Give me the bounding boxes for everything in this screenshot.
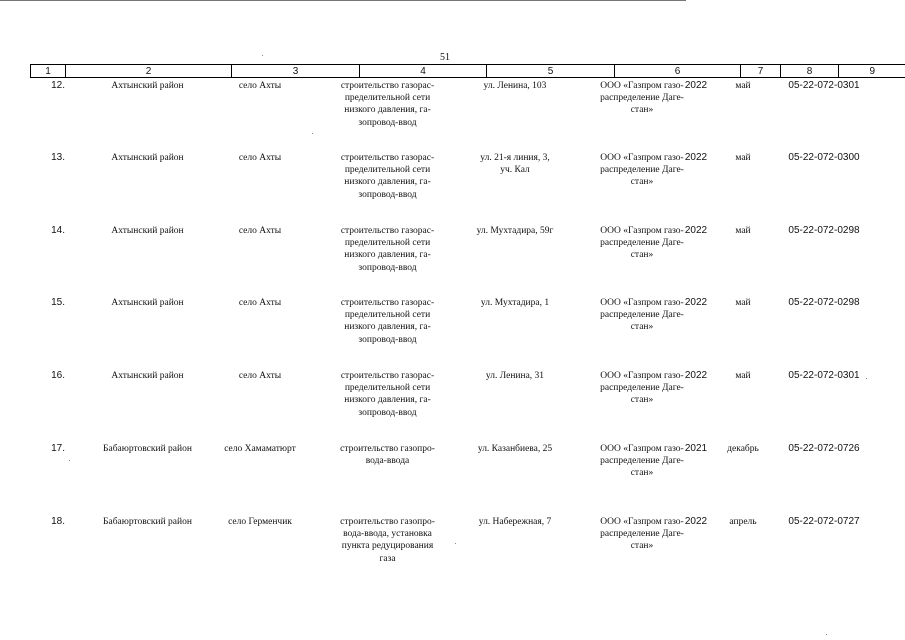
year: 2022	[684, 80, 708, 91]
work-description: строительство газопро- вода-ввода	[340, 444, 435, 467]
column-header-3: 3	[232, 65, 360, 78]
month: май	[735, 226, 751, 236]
scan-speck	[312, 133, 313, 134]
scan-speck	[69, 460, 70, 461]
row-number: 13.	[51, 152, 65, 163]
settlement: село Ахты	[238, 153, 282, 163]
work-description: строительство газорас- пределительной сети низкого давления, га- зопровод-ввод	[340, 226, 435, 273]
year: 2022	[684, 152, 708, 163]
registry-code: 05-22-072-0301	[788, 370, 860, 381]
row-number: 16.	[51, 370, 65, 381]
organization: ООО «Газпром газо- распределение Даге- стан»	[600, 517, 684, 552]
month: май	[735, 81, 751, 91]
column-header-2: 2	[66, 65, 232, 78]
column-number-header	[30, 64, 905, 78]
district: Ахтынский район	[111, 298, 184, 308]
page-number: 51	[440, 52, 450, 63]
district: Ахтынский район	[111, 153, 184, 163]
registry-code: 05-22-072-0298	[788, 225, 860, 236]
top-border-line	[0, 0, 686, 1]
district: Бабаюртовский район	[103, 517, 192, 527]
month: апрель	[729, 517, 757, 527]
column-header-7: 7	[741, 65, 781, 78]
column-header-1: 1	[31, 65, 66, 78]
registry-code: 05-22-072-0301	[788, 80, 860, 91]
year: 2022	[684, 370, 708, 381]
registry-code: 05-22-072-0726	[788, 443, 860, 454]
settlement: село Ахты	[238, 298, 282, 308]
row-number: 14.	[51, 225, 65, 236]
column-header-9: 9	[839, 65, 905, 78]
settlement: село Ахты	[238, 81, 282, 91]
column-header-6: 6	[615, 65, 741, 78]
scan-speck	[262, 55, 263, 56]
year: 2022	[684, 225, 708, 236]
organization: ООО «Газпром газо- распределение Даге- стан»	[600, 444, 684, 479]
settlement: село Ахты	[238, 226, 282, 236]
district: Ахтынский район	[111, 226, 184, 236]
organization: ООО «Газпром газо- распределение Даге- стан»	[600, 371, 684, 406]
work-description: строительство газорас- пределительной сети низкого давления, га- зопровод-ввод	[340, 153, 435, 200]
work-description: строительство газорас- пределительной сети низкого давления, га- зопровод-ввод	[340, 81, 435, 128]
row-number: 18.	[51, 516, 65, 527]
address: ул. Мухтадира, 59г	[476, 226, 554, 236]
district: Бабаюртовский район	[103, 444, 192, 454]
row-number: 15.	[51, 297, 65, 308]
month: май	[735, 153, 751, 163]
scan-speck	[866, 378, 867, 379]
settlement: село Ахты	[238, 371, 282, 381]
address: ул. Ленина, 103	[483, 81, 547, 91]
year: 2021	[684, 443, 708, 454]
address: ул. Ленина, 31	[485, 371, 545, 381]
month: май	[735, 371, 751, 381]
work-description: строительство газопро- вода-ввода, установка пункта редуцирования газа	[340, 517, 435, 564]
settlement: село Герменчик	[228, 517, 292, 527]
organization: ООО «Газпром газо- распределение Даге- стан»	[600, 298, 684, 333]
column-header-4: 4	[360, 65, 487, 78]
registry-code: 05-22-072-0300	[788, 152, 860, 163]
scan-speck	[455, 543, 456, 544]
column-header-8: 8	[781, 65, 839, 78]
registry-code: 05-22-072-0727	[788, 516, 860, 527]
organization: ООО «Газпром газо- распределение Даге- стан»	[600, 81, 684, 116]
district: Ахтынский район	[111, 371, 184, 381]
scan-speck	[826, 634, 827, 635]
address: ул. Набережная, 7	[478, 517, 552, 527]
address: ул. Казанбиева, 25	[477, 444, 553, 454]
organization: ООО «Газпром газо- распределение Даге- стан»	[600, 226, 684, 261]
month: май	[735, 298, 751, 308]
address: ул. Мухтадира, 1	[480, 298, 550, 308]
work-description: строительство газорас- пределительной сети низкого давления, га- зопровод-ввод	[340, 298, 435, 345]
settlement: село Хамаматюрт	[224, 444, 296, 454]
year: 2022	[684, 297, 708, 308]
column-header-5: 5	[487, 65, 615, 78]
organization: ООО «Газпром газо- распределение Даге- стан»	[600, 153, 684, 188]
row-number: 17.	[51, 443, 65, 454]
address: ул. 21-я линия, 3, уч. Кал	[480, 153, 550, 176]
registry-code: 05-22-072-0298	[788, 297, 860, 308]
district: Ахтынский район	[111, 81, 184, 91]
work-description: строительство газорас- пределительной сети низкого давления, га- зопровод-ввод	[340, 371, 435, 418]
year: 2022	[684, 516, 708, 527]
month: декабрь	[727, 444, 759, 454]
row-number: 12.	[51, 80, 65, 91]
